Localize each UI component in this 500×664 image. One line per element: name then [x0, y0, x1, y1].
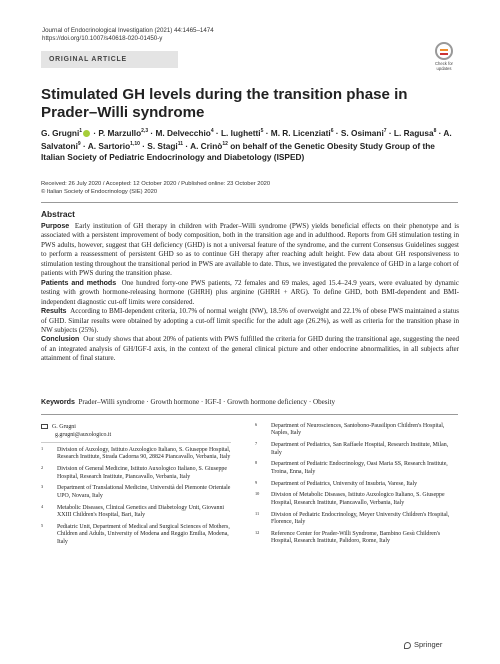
divider	[41, 442, 231, 443]
author-name[interactable]: · A. Salvatoni	[41, 127, 452, 151]
author-name[interactable]: · A. Crinò	[183, 140, 223, 151]
correspondence	[41, 424, 111, 439]
affiliations-right	[255, 423, 459, 550]
journal-citation: Journal of Endocrinological Investigation (2021) 44:1465–1474	[42, 27, 214, 34]
corresponding-author: G. Grugni	[52, 424, 76, 430]
abstract-results: Results According to BMI-dependent criteria, 10.7% of normal weight (NW), 18.5% of overweight and 22.1% of obese PWS maintained a status of GHD. Similar results were obtained by adopting a cut-off limit specific for the adult age (26.2%), as well as criteria for the transition phase in NW subjects (25%).	[41, 307, 459, 334]
corresponding-email[interactable]: g.grugni@auxologico.it	[55, 431, 112, 438]
affiliation-item: 5 Pediatric Unit, Department of Medical and Surgical Sciences of Mothers, Children and Adults, University of Modena and Reggio Emilia, Modena, Italy	[41, 522, 230, 545]
author-name[interactable]: · M. Delvecchio	[148, 127, 211, 138]
check-for-updates-button[interactable]	[432, 42, 456, 71]
group-affiliation: on behalf of the Genetic Obesity Study Group of the Italian Society of Pediatric Endocrinology and Diabetology (ISPED)	[41, 140, 435, 162]
abstract-heading: Abstract	[41, 209, 75, 219]
check-updates-icon	[435, 42, 453, 60]
author-name[interactable]: · L. Ragusa	[386, 127, 434, 138]
abstract-body	[41, 222, 459, 364]
received-dates: Received: 26 July 2020 / Accepted: 12 October 2020 / Published online: 23 October 2020	[41, 181, 271, 187]
keywords-list: Prader–Willi syndrome · Growth hormone · IGF-I · Growth hormone deficiency · Obesity	[78, 398, 336, 406]
affiliation-item: 6 Department of Neurosciences, Santobono-Pausilipon Children's Hospital, Naples, Italy	[255, 422, 445, 437]
check-updates-line1: Check for	[435, 61, 453, 66]
publication-dates	[41, 180, 270, 196]
affiliation-item: 7 Department of Pediatrics, San Raffaele Hospital, Research Institute, Milan, Italy	[255, 441, 449, 456]
springer-horse-icon	[404, 642, 411, 649]
abstract-purpose: Purpose Early institution of GH therapy in children with Prader–Willi syndrome (PWS) yields beneficial effects on their phenotype and is associated with a persistent improvement of body composition, both in the transition age and in adulthood. Reports from GH stimulation testing in PWS adults, however, suggest that GH deficiency (GHD) is not a universal feature of the syndrome, and the current Consensus Guidelines suggest to perform a reassessment of persistent GHD so as to continue GH therapy after reaching adult height. Few data about GH responsiveness to stimulation testing throughout the transitional period in PWS are available to date. Thus, we investigated the prevalence of GHD in a large cohort of patients with PWS during the transition phase.	[41, 222, 459, 278]
affiliation-item: 1 Division of Auxology, Istituto Auxologico Italiano, S. Giuseppe Hospital, Research Institute, Strada Cadorna 90, 28824 Piancavallo, Verbania, Italy	[41, 446, 231, 461]
affiliation-item: 12 Reference Center for Prader-Willi Syndrome, Bambino Gesù Children's Hospital, Research Institute, Palidoro, Rome, Italy	[255, 529, 441, 545]
article-type-badge: ORIGINAL ARTICLE	[41, 51, 178, 68]
abstract-methods: Patients and methods One hundred forty-one PWS patients, 72 females and 69 males, aged 15.4–24.9 years, were evaluated by dynamic testing with growth hormone-releasing hormone (GHRH) plus arginine (GHRH + ARG). To define GHD, both BMI-dependent and BMI-independent diagnostic cut-off limits were considered.	[41, 278, 459, 306]
author-name[interactable]: G. Grugni	[41, 127, 80, 138]
abstract-conclusion: Conclusion Our study shows that about 20% of patients with PWS fulfilled the criteria for GHD during the transitional age, suggesting the need of an integrated analysis of GH/IGF-I axis, in the context of the general clinical picture and other endocrine abnormalities, in all subjects after attainment of final stature.	[41, 335, 460, 363]
affiliation-item: 2 Division of General Medicine, Istituto Auxologico Italiano, S. Giuseppe Hospital, Research Institute, Piancavallo, Verbania, Italy	[41, 465, 227, 480]
publisher-logo	[404, 640, 442, 649]
author-name[interactable]: · S. Stagi	[139, 140, 178, 151]
divider	[41, 414, 458, 415]
affiliation-item: 3 Department of Translational Medicine, Università del Piemonte Orientale UPO, Novara, Italy	[41, 484, 231, 499]
affiliation-item: 8 Department of Pediatric Endocrinology, Oasi Maria SS, Research Institute, Troina, Enna, Italy	[255, 460, 448, 475]
author-name[interactable]: · L. Iughetti	[213, 127, 261, 138]
author-name[interactable]: · M. R. Licenziati	[263, 127, 331, 138]
divider	[41, 202, 458, 203]
orcid-icon[interactable]	[83, 130, 90, 137]
author-list: G. Grugni$^1$ · P. Marzullo$^{2,3}$ · M. Delvecchio$^4$ · L. Iughetti$^5$ · M. R. Licenziati$^6$ · S. Osimani$^7$ · L. Ragusa$^8$ · A. Salvatoni$^9$ · A. Sartorio$^{1,10}$ · S. Stagi$^{11}$ · A. Crinò$^{12}$ on behalf of the Genetic Obesity Study Group of the Italian Society of Pediatric Endocrinology and Diabetology (ISPED)	[41, 127, 452, 162]
copyright-line: © Italian Society of Endocrinology (SIE) 2020	[41, 189, 158, 195]
article-title: Stimulated GH levels during the transition phase in Prader–Willi syndrome	[41, 86, 408, 121]
author-name[interactable]: A. Sartorio	[87, 140, 131, 151]
author-name[interactable]: · S. Osimani	[333, 127, 384, 138]
keywords-heading: Keywords	[41, 398, 75, 406]
publisher-name: Springer	[414, 640, 443, 649]
affiliation-item: 11 Division of Pediatric Endocrinology, Meyer University Children's Hospital, Florence, Italy	[255, 510, 450, 526]
doi-link[interactable]: https://doi.org/10.1007/s40618-020-01450-y	[42, 35, 163, 43]
affiliation-item: 10 Division of Metabolic Diseases, Istituto Auxologico Italiano, S. Giuseppe Hospital, Research Institute, Piancavallo, Verbania, Italy	[255, 491, 445, 506]
envelope-icon	[41, 424, 48, 429]
affiliations-left	[41, 447, 231, 550]
author-name[interactable]: · P. Marzullo	[91, 127, 142, 138]
affiliation-item: 4 Metabolic Diseases, Clinical Genetics and Diabetology Unit, Giovanni XXIII Children's Hospital, Bari, Italy	[41, 503, 225, 519]
keywords	[41, 398, 459, 407]
journal-header	[42, 27, 214, 44]
check-updates-line2: updates	[436, 65, 452, 71]
affiliation-item: 9 Department of Pediatrics, University of Insubria, Varese, Italy	[255, 479, 418, 487]
